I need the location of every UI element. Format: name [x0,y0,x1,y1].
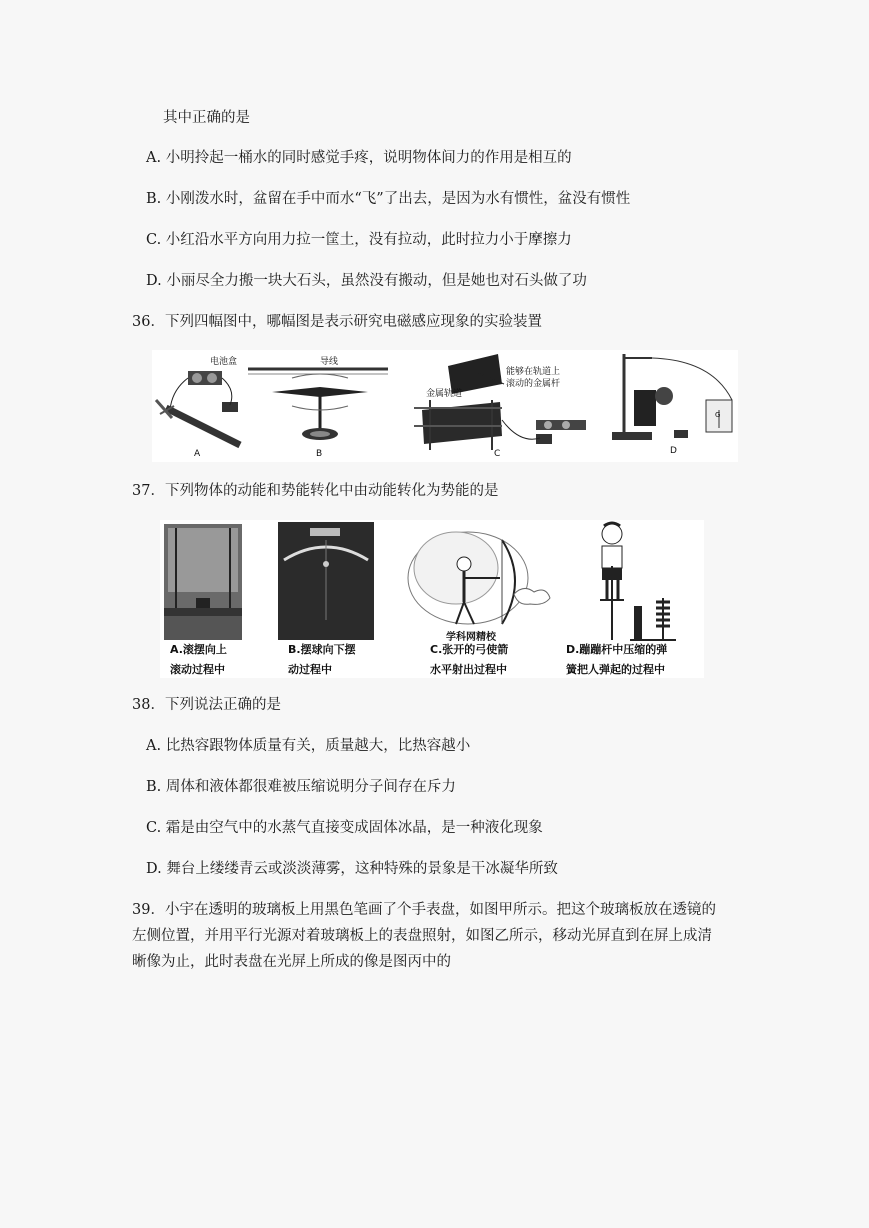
label-b: B [316,449,323,459]
caption-a-line2: 滚动过程中 [170,663,225,676]
label-d: D [670,446,677,456]
panel-a-drawing [156,371,240,445]
caption-c-line2: 水平射出过程中 [430,663,507,676]
rod-note-line1: 能够在轨道上 [506,367,561,377]
panel-d-drawing [600,523,676,640]
q35-option-b: B. 小刚泼水时，盆留在手中而水“飞”了出去，是因为水有惯性，盆没有惯性 [146,191,631,207]
label-a: A [194,449,201,459]
q35-option-a: A. 小明拎起一桶水的同时感觉手疼，说明物体间力的作用是相互的 [146,150,572,166]
q35-option-d: D. 小丽尽全力搬一块大石头，虽然没有搬动，但是她也对石头做了功 [146,273,587,289]
watermark: 学科网精校 [446,632,496,643]
q38-option-d: D. 舞台上缕缕青云或淡淡薄雾，这种特殊的景象是干冰凝华所致 [146,861,558,877]
caption-b-line1: B.摆球向下摆 [288,643,356,656]
q36-figure [152,350,738,462]
q39-line-1: 39．小宇在透明的玻璃板上用黑色笔画了个手表盘，如图甲所示。把这个玻璃板放在透镜的 [132,902,716,918]
caption-d-line2: 簧把人弹起的过程中 [566,663,665,676]
q38-option-c: C. 霜是由空气中的水蒸气直接变成固体冰晶，是一种液化现象 [146,820,543,836]
q38-option-a: A. 比热容跟物体质量有关，质量越大，比热容越小 [146,738,471,754]
q37-figure [160,520,704,678]
panel-a-photo [164,524,242,640]
caption-b-line2: 动过程中 [288,663,332,676]
q36-stem: 36．下列四幅图中，哪幅图是表示研究电磁感应现象的实验装置 [132,314,542,330]
caption-d-line1: D.蹦蹦杆中压缩的弹 [566,643,668,656]
panel-c-drawing [408,532,550,624]
panel-c-drawing [414,354,586,450]
q39-line-3: 晰像为止，此时表盘在光屏上所成的像是图丙中的 [132,954,451,970]
wire-label: 导线 [320,357,339,367]
panel-d-drawing [612,354,732,440]
panel-b-drawing [248,369,388,440]
metal-track-label: 金属轨道 [426,389,463,399]
q35-option-c: C. 小红沿水平方向用力拉一筐土，没有拉动，此时拉力小于摩擦力 [146,232,572,248]
rod-note-line2: 滚动的金属杆 [506,379,561,389]
label-c: C [494,449,501,459]
panel-b-photo [278,522,374,640]
caption-c-line1: C.张开的弓使箭 [430,643,509,656]
q35-lead: 其中正确的是 [163,110,250,126]
battery-box-label: 电池盒 [210,357,238,367]
q38-stem: 38．下列说法正确的是 [132,697,281,713]
caption-a-line1: A.滚摆向上 [170,643,227,656]
q38-option-b: B. 周体和液体都很难被压缩说明分子间存在斥力 [146,779,456,795]
q37-stem: 37．下列物体的动能和势能转化中由动能转化为势能的是 [132,483,499,499]
q39-line-2: 左侧位置，并用平行光源对着玻璃板上的表盘照射，如图乙所示，移动光屏直到在屏上成清 [132,928,712,944]
galvanometer-mark: G [715,411,721,419]
